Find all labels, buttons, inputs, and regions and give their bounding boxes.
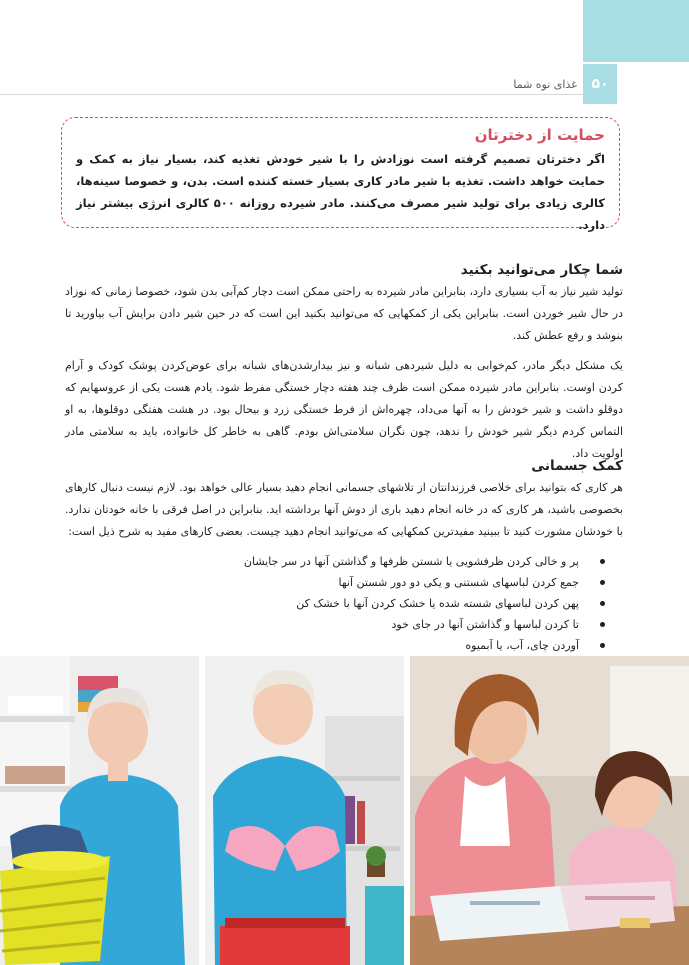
photo-strip: [0, 656, 689, 965]
section-sleep-paragraph: [65, 355, 623, 465]
list-item-text: آوردن چای، آب، یا آبمیوه: [465, 639, 579, 652]
paragraph-physical-help: هر کاری که بتوانید برای خلاصی فرزندانتان از تلاشهای جسمانی انجام دهید بسیار عالی خواهد بود. لازم نیست دنبال کارهای بخصوصی باشید، هر کاری که در خانه انجام دهید باری از دوش آنها برداشته اید. بنابراین در اصل فرقی با خانه خودتان ندارد. با خودشان مشورت کنید تا ببینید مفیدترین کمکهایی که می‌توانید انجام دهید چیست. بعضی کارهای مفید به شرح ذیل است:: [65, 481, 623, 538]
paragraph-sleep: یک مشکل دیگر مادر، کم‌خوابی به دلیل شیردهی شبانه و نیز بیدارشدن‌های شبانه برای عوض‌کردن پوشک کودک و آرام کردن اوست. بنابراین مادر شیرده ممکن است ظرف چند هفته دچار خستگی مفرط شود. یادم هست یکی از عروسهایم که دوقلو داشت و شیر خودش را به آنها می‌داد، چهره‌اش از فرط خستگی زرد و بیحال بود. در هشت هفتگی دوقلوها، به او التماس کردم دیگر شیر خودش را ندهد، چون نگران سلامتی‌اش بودم. گاهی به خاطر کل خانواده، باید به سلامتی مادر اولویت داد.: [65, 359, 623, 460]
list-item-text: پهن کردن لباسهای شسته شده یا خشک کردن آنها با خشک کن: [296, 597, 579, 610]
list-item-text: تا کردن لباسها و گذاشتن آنها در جای خود: [391, 618, 579, 631]
list-item: [85, 614, 605, 635]
top-band-white: [0, 0, 583, 62]
paragraph-water: تولید شیر نیاز به آب بسیاری دارد، بنابراین مادر شیرده به راحتی ممکن است دچار کم‌آبی بدن شود، خصوصا زمانی که نوزاد در حال شیر خوردن است. بنابراین یکی از کمکهایی که می‌توانید بکنید این است که در حین شیر دادن برایش آب بیاورید تا بنوشد و رفع عطش کند.: [65, 285, 623, 342]
bullet-icon: [600, 601, 605, 606]
section-physical-help: [65, 455, 623, 543]
grandmother-washing-dishes-photo: [205, 656, 404, 965]
bullet-icon: [600, 643, 605, 648]
page-number: ۵۰: [583, 64, 617, 104]
top-band-cyan: [583, 0, 689, 62]
list-item-text: جمع کردن لباسهای شستنی و یکی دو دور شستن آنها: [338, 576, 579, 589]
running-title: غذای نوه شما: [513, 78, 577, 91]
list-item-text: پر و خالی کردن ظرفشویی یا شستن ظرفها و گذاشتن آنها در سر جایشان: [243, 555, 579, 568]
section-title-physical-help: کمک جسمانی: [531, 458, 623, 474]
bullet-icon: [600, 622, 605, 627]
list-item: [85, 635, 605, 656]
page-header: [0, 64, 689, 104]
grandmother-laundry-basket-photo: [0, 656, 199, 965]
section-what-you-can-do: [65, 259, 623, 347]
support-callout-text: اگر دخترتان تصمیم گرفته است نوزادش را با شیر خودش تغذیه کند، بسیار نیاز به کمک و حمایت خواهد داشت. تغذیه با شیر مادر کاری بسیار خسته کننده است. بدن، و خصوصا سینه‌ها، کالری زیادی برای تولید شیر مصرف می‌کنند. مادر شیرده روزانه ۵۰۰ کالری انرژی بیشتر نیاز دارد.: [76, 152, 605, 232]
list-item: [85, 572, 605, 593]
header-rule: [0, 94, 585, 95]
helpful-tasks-list: [85, 551, 605, 656]
bullet-icon: [600, 580, 605, 585]
support-callout-title: حمایت از دخترتان: [474, 126, 605, 144]
list-item: [85, 593, 605, 614]
section-title-what-you-can-do: شما چکار می‌توانید بکنید: [460, 262, 623, 278]
support-callout-box: [61, 117, 620, 232]
top-decorative-band: [0, 0, 689, 62]
bullet-icon: [600, 559, 605, 564]
list-item: [85, 551, 605, 572]
mother-and-daughter-reading-photo: [410, 656, 689, 965]
